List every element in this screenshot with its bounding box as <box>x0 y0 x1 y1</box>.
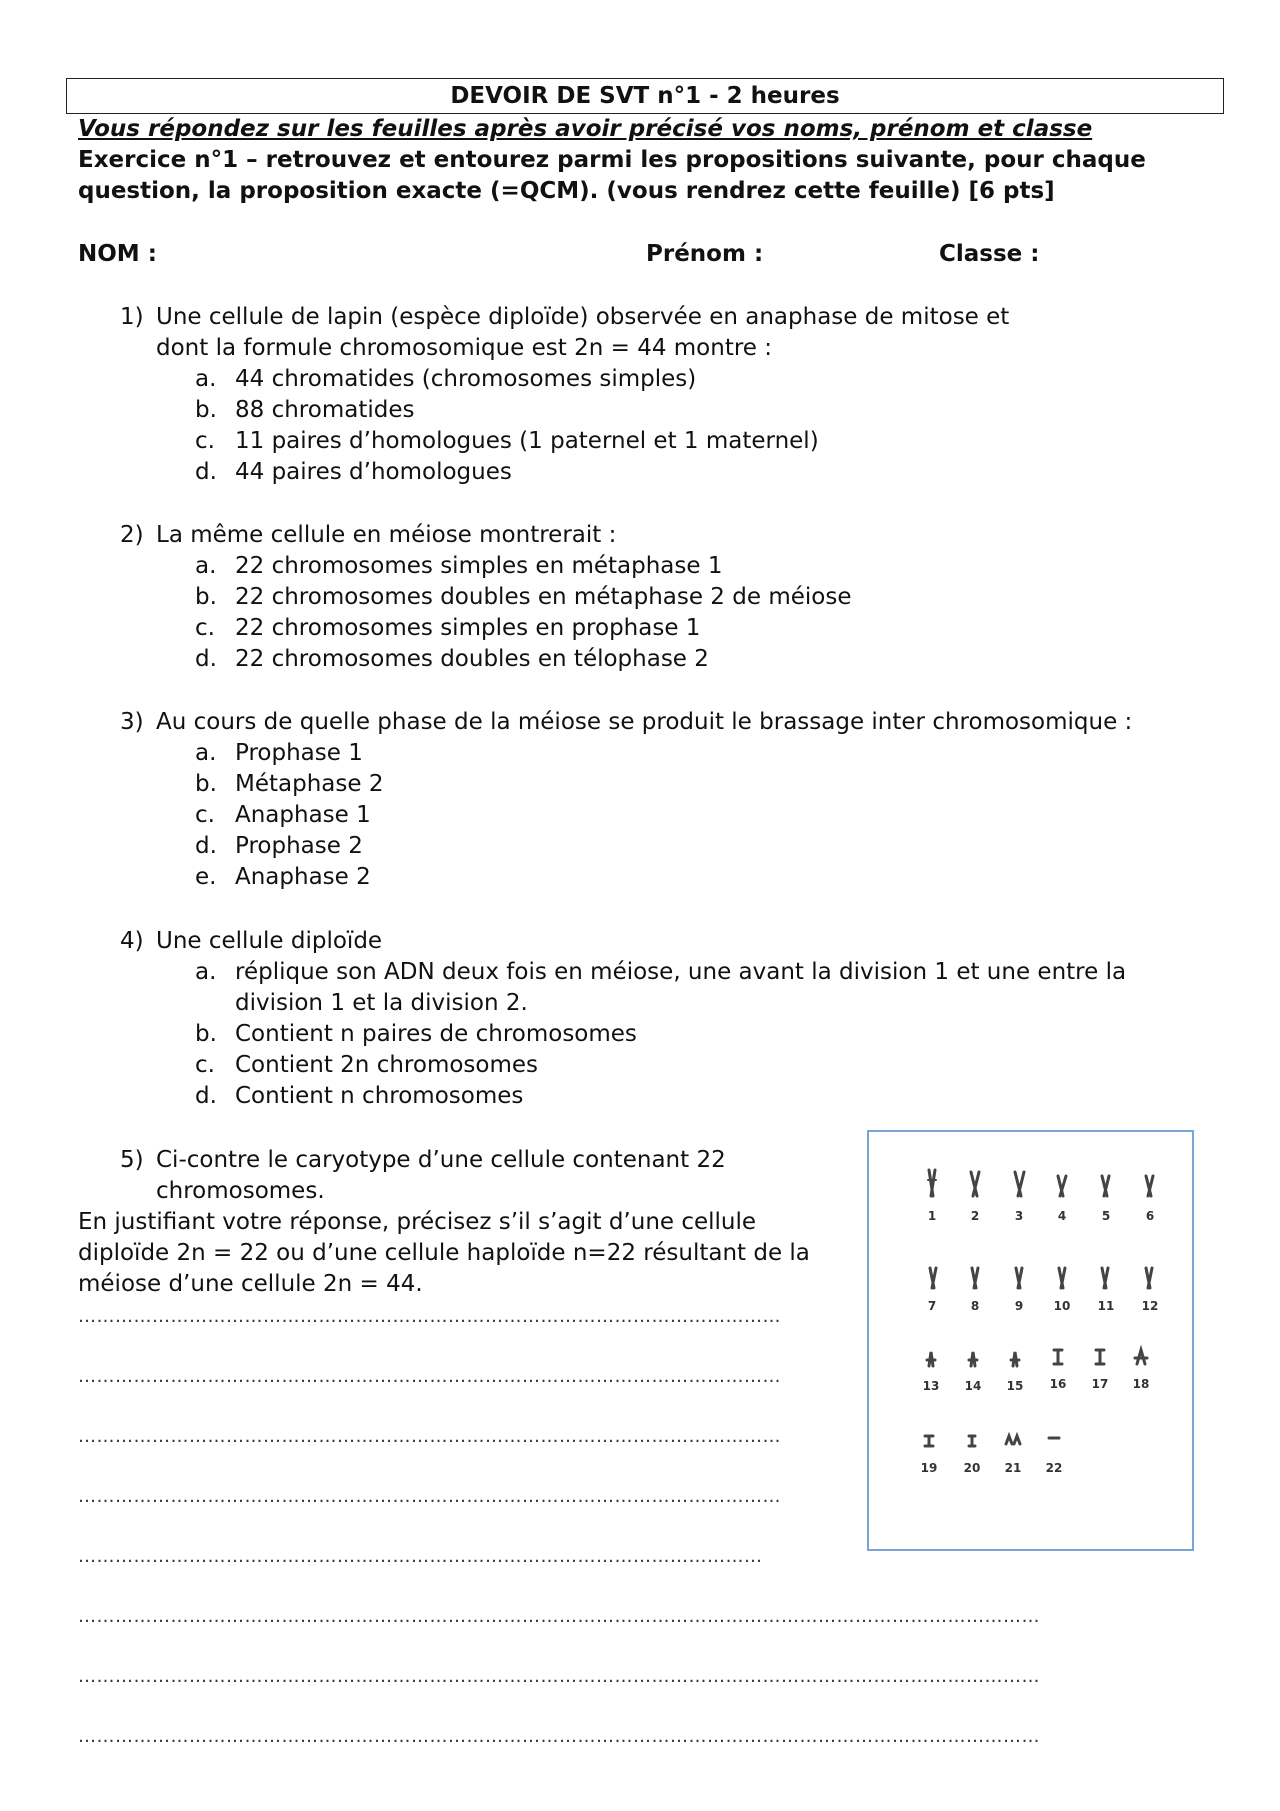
chromosome-18 <box>1135 1350 1147 1364</box>
karyotype-label: 9 <box>1014 1299 1024 1313</box>
chromosome-5 <box>1102 1176 1109 1196</box>
question-2 <box>120 520 1180 675</box>
karyotype-label: 18 <box>1132 1377 1150 1391</box>
karyotype-label: 16 <box>1049 1377 1067 1391</box>
karyotype-label: 3 <box>1014 1209 1024 1223</box>
question-5-body-line2: diploïde 2n = 22 ou d’une cellule haploïde n=22 résultant de la <box>78 1240 810 1266</box>
option[interactable]: c. 11 paires d’homologues (1 paternel et 1 maternel) <box>195 428 819 454</box>
chromosome-9 <box>1016 1268 1022 1288</box>
option[interactable]: a. réplique son ADN deux fois en méiose, une avant la division 1 et une entre la division 1 et la division 2. <box>195 959 1127 1016</box>
chromosome-2 <box>971 1172 979 1196</box>
classe-label: Classe : <box>939 241 1040 267</box>
karyotype-label: 4 <box>1057 1209 1067 1223</box>
option[interactable]: d. 22 chromosomes doubles en télophase 2 <box>195 646 709 672</box>
karyotype-label: 7 <box>927 1299 937 1313</box>
option[interactable]: d. Prophase 2 <box>195 833 363 859</box>
question-4 <box>120 926 1180 1112</box>
chromosome-8 <box>972 1268 978 1288</box>
question-text: Au cours de quelle phase de la méiose se produit le brassage inter chromosomique : <box>156 709 1133 735</box>
chromosome-15 <box>1011 1352 1019 1366</box>
answer-line[interactable]: ………………………………………………………………………………………………………………………………………… <box>78 1726 1040 1747</box>
exam-title <box>66 78 1224 114</box>
answer-line[interactable]: …………………………………………………………………………………………………… <box>78 1366 781 1387</box>
option[interactable]: b. Métaphase 2 <box>195 771 384 797</box>
question-3 <box>120 707 1180 893</box>
prenom-label: Prénom : <box>646 241 764 267</box>
question-text: La même cellule en méiose montrerait : <box>156 522 617 548</box>
karyotype-label: 6 <box>1145 1209 1155 1223</box>
chromosome-20 <box>969 1436 975 1446</box>
chromosome-19 <box>925 1436 933 1446</box>
question-number: 4) <box>120 928 144 954</box>
instructions: Vous répondez sur les feuilles après avoir précisé vos noms, prénom et classe <box>78 116 1093 142</box>
question-1 <box>120 302 1180 488</box>
chromosome-3 <box>1015 1172 1024 1196</box>
option[interactable]: b. 88 chromatides <box>195 397 415 423</box>
question-5 <box>120 1145 820 1207</box>
answer-line[interactable]: …………………………………………………………………………………………………… <box>78 1426 781 1447</box>
karyotype-label: 15 <box>1006 1379 1024 1393</box>
option[interactable]: e. Anaphase 2 <box>195 864 371 890</box>
karyotype-label: 13 <box>922 1379 940 1393</box>
question-5-body-line3: méiose d’une cellule 2n = 44. <box>78 1271 423 1297</box>
karyotype-label: 2 <box>970 1209 980 1223</box>
nom-label: NOM : <box>78 241 157 267</box>
chromosome-17 <box>1096 1350 1104 1364</box>
question-text: Une cellule de lapin (espèce diploïde) observée en anaphase de mitose et dont la formule chromosomique est 2n = 44 montre : <box>156 304 1010 361</box>
chromosome-13 <box>927 1352 935 1366</box>
karyotype-label: 12 <box>1141 1299 1159 1313</box>
option[interactable]: c. 22 chromosomes simples en prophase 1 <box>195 615 701 641</box>
karyotype-label: 1 <box>927 1209 937 1223</box>
answer-line[interactable]: …………………………………………………………………………………………………… <box>78 1306 781 1327</box>
karyotype-label: 11 <box>1097 1299 1115 1313</box>
karyotype-label: 22 <box>1045 1461 1063 1475</box>
question-number: 5) <box>120 1147 144 1173</box>
karyotype-label: 8 <box>970 1299 980 1313</box>
option[interactable]: d. 44 paires d’homologues <box>195 459 512 485</box>
chromosome-12 <box>1146 1268 1152 1288</box>
answer-line[interactable]: ………………………………………………………………………………………………… <box>78 1546 763 1567</box>
chromosome-7 <box>930 1268 936 1288</box>
chromosome-16 <box>1054 1350 1062 1364</box>
option[interactable]: a. Prophase 1 <box>195 740 363 766</box>
option[interactable]: b. Contient n paires de chromosomes <box>195 1021 637 1047</box>
karyotype-label: 20 <box>963 1461 981 1475</box>
karyotype-chromosomes <box>869 1132 1192 1549</box>
option[interactable]: b. 22 chromosomes doubles en métaphase 2 de méiose <box>195 584 852 610</box>
answer-line[interactable]: ………………………………………………………………………………………………………………………………………… <box>78 1606 1040 1627</box>
option[interactable]: c. Anaphase 1 <box>195 802 371 828</box>
chromosome-14 <box>969 1352 977 1366</box>
question-number: 1) <box>120 304 144 330</box>
question-text-line2: chromosomes. <box>156 1178 325 1204</box>
answer-line[interactable]: …………………………………………………………………………………………………… <box>78 1486 781 1507</box>
karyotype-label: 21 <box>1004 1461 1022 1475</box>
question-number: 2) <box>120 522 144 548</box>
chromosome-6 <box>1146 1176 1153 1196</box>
karyotype-figure <box>867 1130 1194 1551</box>
chromosome-1 <box>928 1170 936 1196</box>
chromosome-21 <box>1006 1436 1020 1444</box>
karyotype-label: 5 <box>1101 1209 1111 1223</box>
exercise-statement-line1: Exercice n°1 – retrouvez et entourez parmi les propositions suivante, pour chaque <box>78 147 1146 173</box>
karyotype-label: 19 <box>920 1461 938 1475</box>
option[interactable]: d. Contient n chromosomes <box>195 1083 524 1109</box>
question-number: 3) <box>120 709 144 735</box>
chromosome-11 <box>1102 1268 1108 1288</box>
karyotype-label: 14 <box>964 1379 982 1393</box>
question-5-body-line1: En justifiant votre réponse, précisez s’il s’agit d’une cellule <box>78 1209 757 1235</box>
chromosome-4 <box>1058 1176 1066 1196</box>
exam-title-text: DEVOIR DE SVT n°1 - 2 heures <box>450 83 840 109</box>
karyotype-label: 17 <box>1091 1377 1109 1391</box>
option[interactable]: c. Contient 2n chromosomes <box>195 1052 539 1078</box>
option[interactable]: a. 22 chromosomes simples en métaphase 1 <box>195 553 723 579</box>
question-text: Une cellule diploïde <box>156 928 383 954</box>
answer-line[interactable]: ………………………………………………………………………………………………………………………………………… <box>78 1666 1040 1687</box>
option[interactable]: a. 44 chromatides (chromosomes simples) <box>195 366 697 392</box>
chromosome-10 <box>1059 1268 1065 1288</box>
karyotype-label: 10 <box>1053 1299 1071 1313</box>
exercise-statement-line2: question, la proposition exacte (=QCM). (vous rendrez cette feuille) [6 pts] <box>78 178 1055 204</box>
question-text-line1: Ci-contre le caryotype d’une cellule contenant 22 <box>156 1147 726 1173</box>
